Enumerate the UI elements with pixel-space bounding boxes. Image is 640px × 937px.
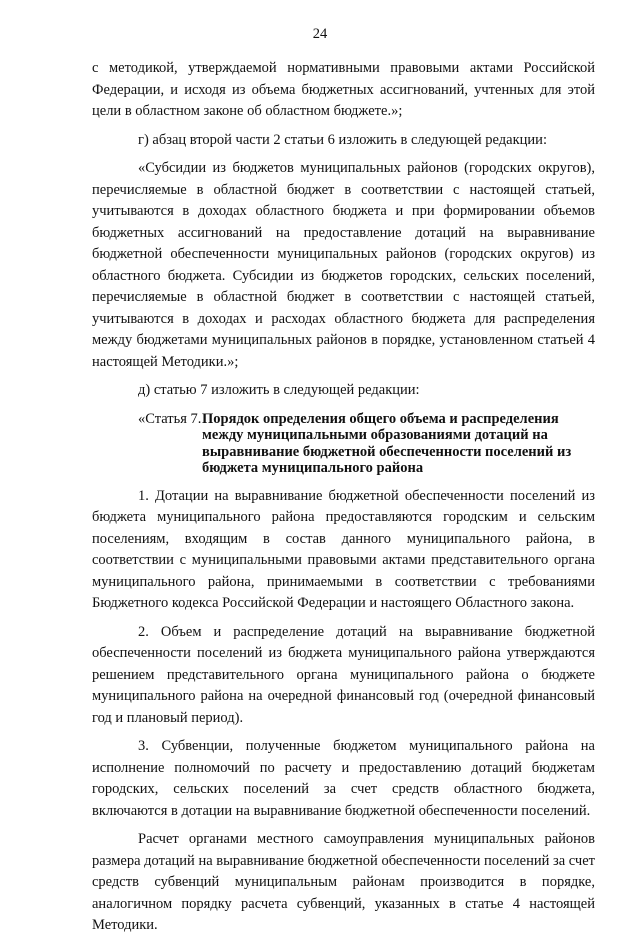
- article-item-3: 3. Субвенции, полученные бюджетом муниципального района на исполнение полномочий по расчету и предоставлению дотаций бюджетам городских, сельских поселений за счет средств областного бюджета, включаются в дотации на выравнивание бюджетной обеспеченности поселений.: [92, 738, 595, 819]
- article-label: [92, 411, 202, 477]
- page-number: 24: [312, 26, 328, 42]
- article-title: Порядок определения общего объема и распределения между муниципальными образованиями дотаций на выравнивание бюджетной обеспеченности поселений из бюджета муниципального района: [202, 410, 572, 476]
- paragraph-amendment-d: д) статью 7 изложить в следующей редакции:: [138, 382, 420, 398]
- article-item-3-continuation: Расчет органами местного самоуправления муниципальных районов размера дотаций на выравнивание бюджетной обеспеченности поселений за счет средств субвенций муниципальным районам производится в порядке, аналогичном порядку расчета субвенций, указанных в статье 4 настоящей Методики.: [92, 831, 595, 933]
- article-item-1: 1. Дотации на выравнивание бюджетной обеспеченности поселений из бюджета муниципального района предоставляются городским и сельским поселениям, входящим в состав данного муниципального района, в соответствии с муниципальными правовыми актами представительного органа муниципального района, принимаемыми в соответствии с требованиями Бюджетного кодекса Российской Федерации и настоящего Областного закона.: [92, 487, 595, 611]
- paragraph-continuation: с методикой, утверждаемой нормативными правовыми актами Российской Федерации, и исходя из объема бюджетных ассигнований, учтенных для этой цели в областном законе об областном бюджете.»;: [92, 60, 595, 119]
- document-body: [92, 58, 595, 937]
- paragraph-subsidies-quote: «Субсидии из бюджетов муниципальных районов (городских округов), перечисляемые в областной бюджет в соответствии с настоящей статьей, учитываются в доходах областного бюджета и при формировании объемов бюджетных ассигнований на предоставление дотаций на выравнивание бюджетной обеспеченности муниципальных районов (городских округов) из областного бюджета. Субсидии из бюджетов городских, сельских поселений, перечисляемые в областной бюджет в соответствии с настоящей статьей, учитываются в доходах и расходах областного бюджета для распределения между бюджетами муниципальных районов в порядке, установленном статьей 4 настоящей Методики.»;: [92, 160, 595, 370]
- article-number: «Статья 7.: [138, 410, 202, 427]
- article-item-2: 2. Объем и распределение дотаций на выравнивание бюджетной обеспеченности поселений из бюджета муниципального района утверждаются решением представительного органа муниципального района о бюджете муниципального района на очередной финансовый год (очередной финансовый год и плановый период).: [92, 623, 595, 726]
- article-heading: [92, 411, 595, 477]
- paragraph-amendment-g: г) абзац второй части 2 статьи 6 изложить в следующей редакции:: [138, 131, 547, 148]
